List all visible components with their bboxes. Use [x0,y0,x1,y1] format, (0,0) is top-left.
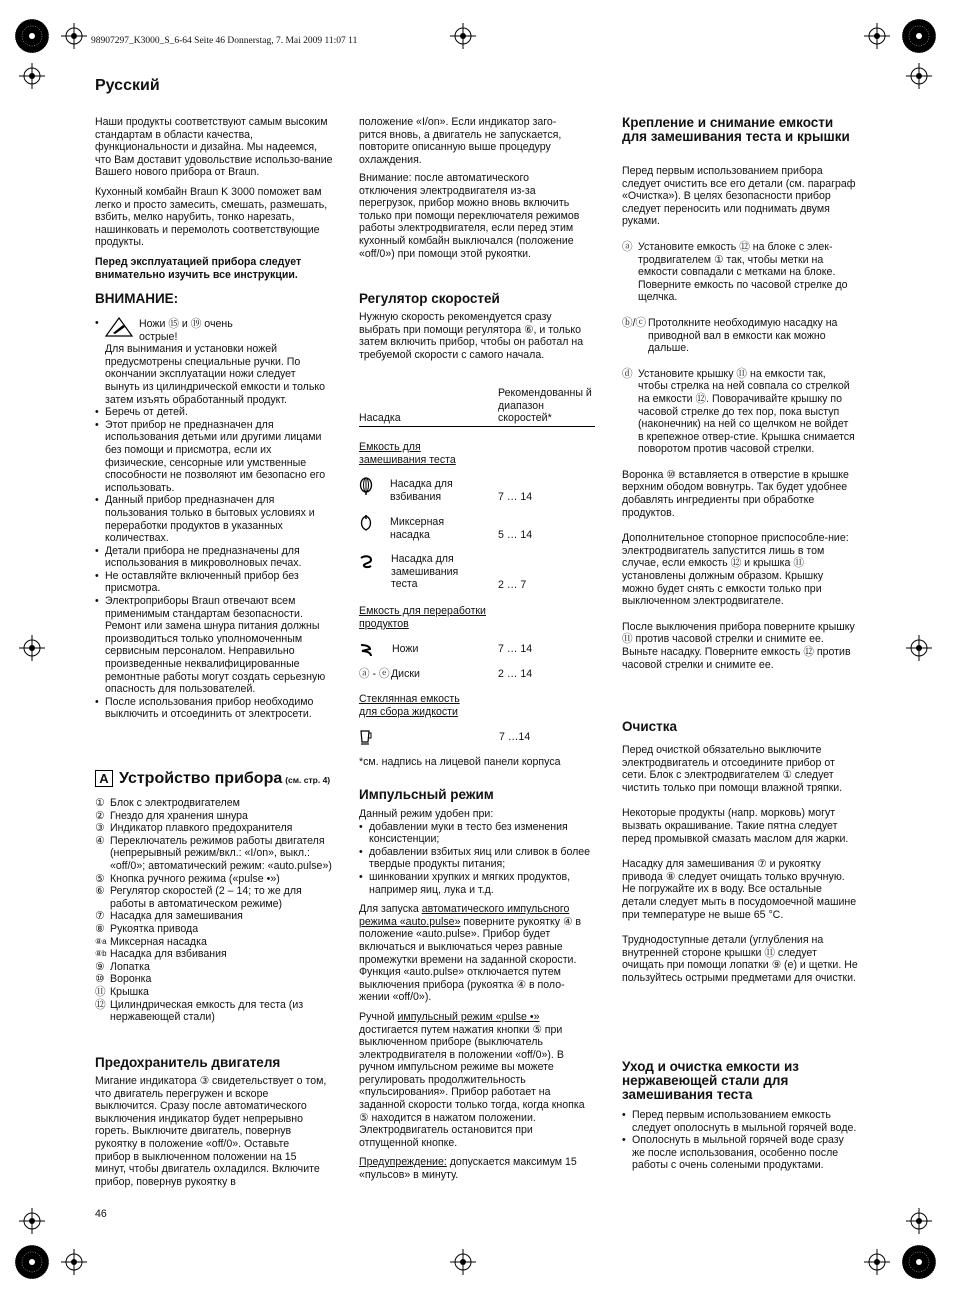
kneading-hook-icon [359,554,373,570]
print-slug: 98907297_K3000_S_6-64 Seite 46 Donnerstag, 7. Mai 2009 11:07 11 [91,36,358,46]
knives-warning-cont: Для вынимания и установки ножей предусмотрены специальные ручки. По окончании эксплуатации ножи следует вынуть из цилиндрической емкости и только затем изъять обработанный продукт. [105,343,325,406]
group-kneading-bowl: Емкость для замешивания теста [359,441,456,466]
intro [95,116,333,281]
after-text: После выключения прибора поверните крышку ⑪ против часовой стрелки и снимите ее. Выньте насадку. Поверните емкость ⑫ против часовой стрелки и снимите ее. [622,620,855,671]
pulse-use-item: • добавлении муки в тесто без изменения консистенции; [359,821,591,846]
table-rule [359,426,595,427]
steel-list [622,1109,858,1172]
steel-item: • Ополоснуть в мыльной горячей воде сразу же после использования, особенно после работы с очень солеными продуктами. [622,1134,858,1172]
intro-paragraph: Наши продукты соответствуют самым высоким стандартам в области качества, функциональности и дизайна. Мы надеемся, что Вам доставит удовольствие использо-вание Вашего нового прибора от Braun. [95,116,333,179]
part-item: ⑧a Миксерная насадка [95,935,207,948]
speed-title: Регулятор скоростей [359,291,500,306]
device-page-ref: (см. стр. 4) [285,775,331,785]
warning-item: • Беречь от детей. [95,406,333,419]
warning-item: • Электроприборы Braun отвечают всем применимым стандартам безопасности. Ремонт или замена шнура питания должны производиться только уполномоченным сервисным персоналом. Неправильно произведенные неквалифицированные ремонтные работы могут создать серьезную опасность для пользователей. [95,595,333,696]
knives-warning: Ножи ⑮ и ⑲ очень острые! [139,318,233,343]
warning-items [95,406,333,721]
warning-item: • Не оставляйте включенный прибор без присмотра. [95,570,333,595]
auto-pulse-text: Для запуска автоматического импульсного режима «auto.pulse» поверните рукоятку ④ в положение «auto.pulse». Прибор будет включаться и выключаться через равные промежутки времени на заданной скорости. Функция «auto.pulse» отключается путем выключения прибора (рукоятка ④ в поло-жении «off/0»). [359,903,582,1004]
warning-item: • Этот прибор не предназначен для использования детьми или другими лицами без помощи и присмотра, если их физические, сенсорные или умственные способности не позволяют им безопасно его использовать. [95,419,333,495]
language-title: Русский [95,77,160,94]
fuse-text: Мигание индикатора ③ свидетельствует о том, что двигатель перегружен и вскоре выключится. Сразу после автоматического выключения индикатор будет непрерывно гореть. Выключите двигатель, повернув рукоятку в положение «off/0». Оставьте прибор в выключенном положении на 15 минут, чтобы двигатель охладился. Включите прибор, повернув рукоятку в [95,1075,327,1188]
fuse-text-cont: положение «I/on». Если индикатор заго-рится вновь, а двигатель не запускается, повторите описанную выше процедуру охлаждения. [359,116,562,166]
attach-step: ⓐ Установите емкость ⑫ на блоке с элек-тродвигателем ① так, чтобы метки на емкости совпадали с метками на блоке. Поверните емкость по часовой стрелке до щелчка. [622,240,848,304]
funnel-text: Воронка ⑩ вставляется в отверстие в крышке верхним ободом вовнутрь. Так будет удобнее добавлять ингредиенты при обработке продуктов. [622,468,849,519]
cleaning-title: Очистка [622,719,678,734]
cleaning-paragraph: Перед очисткой обязательно выключите электродвигатель и отсоедините прибор от сети. Блок с электродвигателем ① следует чистить только при помощи влажной тряпки. [622,744,843,794]
part-item: ⑧ Рукоятка привода [95,922,199,935]
lock-text: Дополнительное стопорное приспособле-ние: электродвигатель запустится лишь в том случае, если емкость ⑫ и крышка ⑪ установлены должным образом. Крышку можно будет снять с емкости только при выключенном электродвигателе. [622,532,849,608]
page-number: 46 [95,1208,107,1220]
steel-item: • Перед первым использованием емкость следует ополоснуть в мыльной горячей воде. [622,1109,858,1134]
whisk-icon [359,477,373,495]
attach-section [622,165,856,671]
part-item: ⑧b Насадка для взбивания [95,948,227,961]
speed-footnote: *см. надпись на лицевой панели корпуса [359,756,561,768]
warning-item: • Детали прибора не предназначены для использования в микроволновых печах. [95,545,333,570]
warning-list: • Ножи ⑮ и ⑲ очень острые! Для вынимания и установки ножей предусмотрены специальные ручки. По окончании эксплуатации ножи следует вынуть из цилиндрической емкости и только затем изъять обработанный продукт. • Беречь от детей. • Этот прибор не предназначен для использования детьми или другими лицами без помощи и присмотра, если их физические, сенсорные или умственные способности не позволяют им безопасно его использовать. • Данный прибор предназначен для пользования только в бытовых условиях и переработки продуктов в указанных количествах. • Детали прибора не предназначены для использования в микроволновых печах. • Не оставляйте включенный прибор без присмотра. • Электроприборы Braun отвечают всем применимым стандартам безопасности. Ремонт или замена шнура питания должны производиться только уполномоченным сервисным персоналом. Неправильно произведенные неквалифицированные ремонтные работы могут создать серьезную опасность для пользователей. • После использования прибор необходимо выключить и отсоединить от электросети. [95,317,333,721]
cleaning-paragraph: Насадку для замешивания ⑦ и рукоятку привода ⑧ следует очищать только вручную. Не погружайте их в воду. Все остальные детали следует мыть в посудомоечной машине при температуре не выше 65 °C. [622,858,857,921]
cleaning-section [622,744,858,985]
pulse-use-item: • добавлении взбитых яиц или сливок в более твердые продукты питания; [359,846,591,871]
group-glass-jug: Стеклянная емкость для сбора жидкости [359,693,460,718]
part-item: ⑦ Насадка для замешивания [95,910,243,923]
pulse-section [359,808,591,1182]
pulse-uses [359,821,591,897]
part-item: ⑤ Кнопка ручного режима («pulse •») [95,872,280,885]
device-heading [95,770,335,788]
speed-col-range: Рекомендованны й диапазон скоростей* [498,387,592,425]
intro-paragraph: Кухонный комбайн Braun K 3000 поможет вам легко и просто замесить, смешать, размешать, взбить, мелко нарубить, тонко нарезать, нашинковать и перемолоть соответствующие продукты. [95,185,328,249]
manual-pulse-text: Ручной импульсный режим «pulse •» достигается путем нажатия кнопки ⑤ при выключенном приборе (выключатель электродвигателя в положении «off/0»). В ручном импульсном режиме вы можете регулировать продолжительность «пульсирования». Прибор работает на заданной скорости только тогда, когда кнопка ⑤ находится в нажатом положении. Электродвигатель остановится при отпущенной кнопке. [359,1010,585,1149]
part-item: ⑨ Лопатка [95,960,150,973]
part-item: ⑪ Крышка [95,985,149,998]
cleaning-paragraph: Некоторые продукты (напр. морковь) могут вызвать окрашивание. Такие пятна следует перед промывкой смазать маслом для жарки. [622,807,849,845]
steel-title: Уход и очистка емкости из нержавеющей стали для замешивания теста [622,1059,799,1102]
part-item: ⑫ Цилиндрическая емкость для теста (из нержавеющей стали) [95,998,304,1024]
fuse-title: Предохранитель двигателя [95,1055,281,1070]
blender-jug-icon [359,730,372,745]
part-item: ⑩ Воронка [95,973,152,986]
speed-col-tool: Насадка [359,412,401,424]
pulse-title: Импульсный режим [359,787,494,802]
parts-list [95,797,333,1024]
warning-title: ВНИМАНИЕ: [95,291,179,306]
part-item: ⑥ Регулятор скоростей (2 – 14; то же для работы в автоматическом режиме) [95,885,302,910]
attach-step: ⓓ Установите крышку ⑪ на емкости так, чтобы стрелка на ней совпала со стрелкой на емкости ⑫. Поворачивайте крышку по часовой стрелке до тех пор, пока выступ (наконечник) на ней со щелчком не войдет в крепежное отвер-стие. Крышка снимается поворотом против часовой стрелки. [622,367,855,456]
attach-intro: Перед первым использованием прибора следует очистить все его детали (см. параграф «Очистка»). В целях безопасности прибор следует переносить или поднимать двумя руками. [622,165,856,228]
attach-step: ⓑ/ⓒ Протолкните необходимую насадку на приводной вал в емкости как можно дальше. [622,316,838,355]
cleaning-paragraph: Труднодоступные детали (углубления на внутренней стороне крышки ⑪ следует очищать при помощи лопатки ⑨ (e) и щетки. Не пользуйтесь острыми предметами для очистки. [622,934,858,984]
disc-range-label: ⓐ - ⓔ [359,668,390,680]
intro-warning: Перед эксплуатацией прибора следует внимательно изучить все инструкции. [95,255,302,281]
part-item: ③ Индикатор плавкого предохранителя [95,822,293,835]
section-letter-box: A [95,770,113,787]
knife-warning-icon [105,317,133,337]
pulse-warning: Предупреждение: допускается максимум 15 «пульсов» в минуту. [359,1156,577,1182]
part-item: ④ Переключатель режимов работы двигателя (непрерывный режим/вкл.: «I/on», выкл.: «off/0»; автоматический режим: «auto.pulse») [95,834,332,872]
fuse-note: Внимание: после автоматического отключения электродвигателя из-за перегрузок, прибор можно вновь включить только при помощи переключателя режимов работы электродвигателя, если перед этим кухонный комбайн выключался (положение «off/0») при помощи этой рукоятки. [359,172,580,260]
pulse-intro: Данный режим удобен при: [359,808,494,820]
warning-item: • Данный прибор предназначен для пользования только в бытовых условиях и переработки продуктов в указанных количествах. [95,494,333,544]
speed-table: Насадка Рекомендованны й диапазон скоростей* Емкость для замешивания теста Насадка для взбивания 7 … 14 Миксерная насадка 5 … 14 Насадка для замешивания теста 2 … 7 Емкость для переработки продуктов Ножи 7 … 14 ⓐ - ⓔ Диски 2 … 14 Стеклянная емкость для сбора жидкости 7 …14 [359,386,595,746]
speed-text: Нужную скорость рекомендуется сразу выбрать при помощи регулятора ⑥, и только затем включить прибор, чтобы он работал на требуемой скорости с самого начала. [359,311,584,361]
part-item: ② Гнездо для хранения шнура [95,809,248,822]
part-item: ① Блок с электродвигателем [95,797,240,809]
device-title: Устройство прибора [119,770,283,787]
knife-blade-icon [359,643,373,657]
group-processing-bowl: Емкость для переработки продуктов [359,605,486,630]
pulse-use-item: • шинковании хрупких и мягких продуктов, например яиц, лука и т.д. [359,871,591,896]
warning-item: • После использования прибор необходимо выключить и отсоединить от электросети. [95,696,333,721]
attach-title: Крепление и снимание емкости для замешивания теста и крышки [622,115,850,144]
mixer-icon [359,515,373,533]
